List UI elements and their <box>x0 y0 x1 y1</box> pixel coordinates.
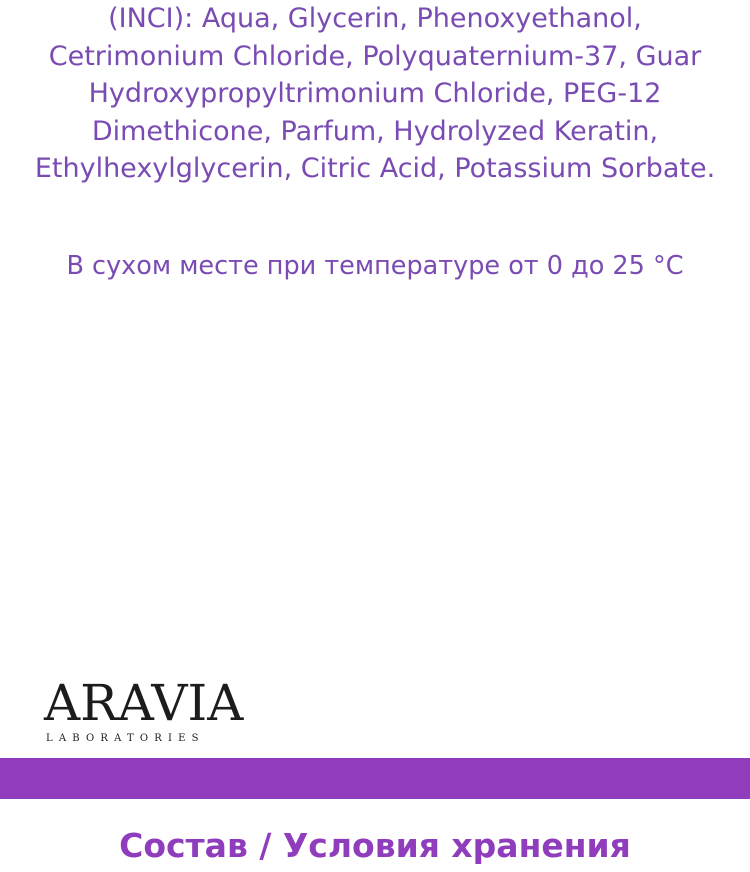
composition-line: (INCI): Aqua, Glycerin, Phenoxyethanol, <box>108 3 642 34</box>
composition-line: Dimethicone, Parfum, Hydrolyzed Keratin, <box>91 115 659 147</box>
brand-logo <box>44 675 252 744</box>
purple-band <box>0 758 750 799</box>
composition-line: Cetrimonium Chloride, Polyquaternium-37, Guar <box>48 40 702 72</box>
composition-line: Hydroxypropyltrimonium Chloride, PEG-12 <box>88 78 662 109</box>
logo-subtitle: LABORATORIES <box>46 733 205 744</box>
footer-title: Состав / Условия хранения <box>119 826 631 865</box>
composition-text <box>0 0 750 188</box>
storage-conditions: В сухом месте при температуре от 0 до 25 °C <box>66 251 684 281</box>
composition-line: Ethylhexylglycerin, Citric Acid, Potassium Sorbate. <box>34 153 716 184</box>
logo-brand-name: ARAVIA <box>44 674 244 732</box>
